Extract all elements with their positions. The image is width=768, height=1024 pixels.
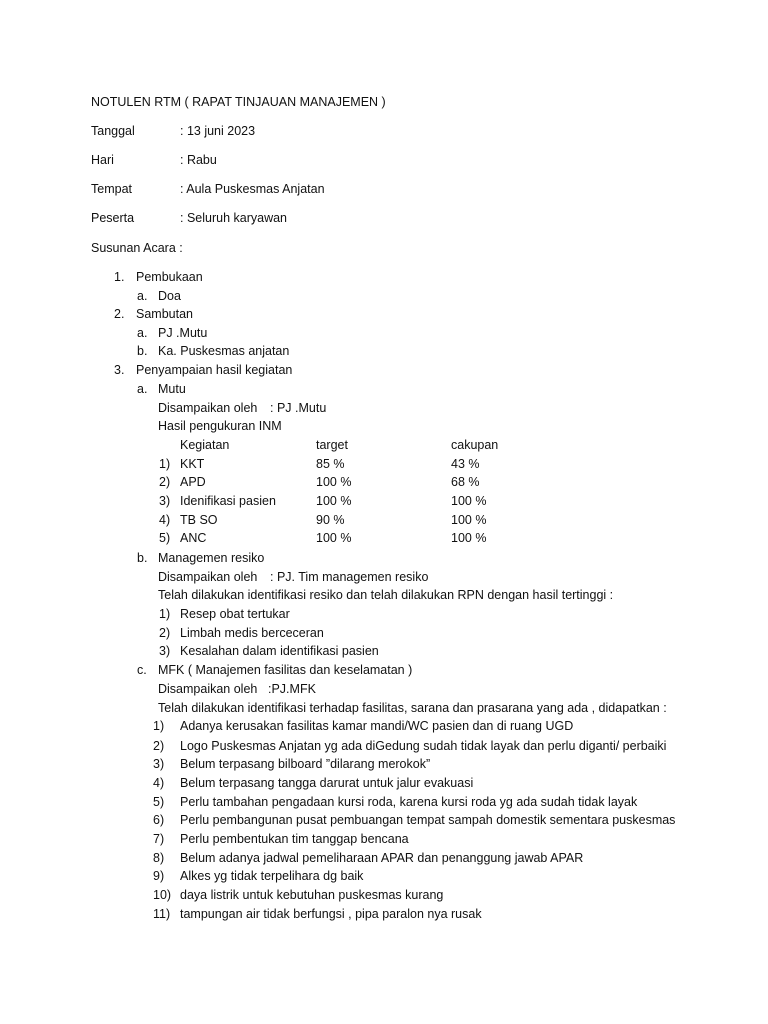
list-number: 5) — [153, 795, 165, 809]
cell-target: 100 % — [316, 531, 352, 545]
meta-value-hari: : Rabu — [180, 153, 217, 167]
row-number: 2) — [159, 475, 171, 489]
cell-target: 90 % — [316, 513, 345, 527]
presenter-value: : PJ. Tim managemen resiko — [270, 570, 429, 584]
list-item: Belum terpasang bilboard ”dilarang merokok” — [180, 757, 431, 771]
meta-label-tempat: Tempat — [91, 182, 132, 196]
agenda-number: 2. — [114, 307, 125, 321]
sub-marker: b. — [137, 344, 148, 358]
resiko-intro: Telah dilakukan identifikasi resiko dan telah dilakukan RPN dengan hasil tertinggi : — [158, 588, 614, 602]
list-item: tampungan air tidak berfungsi , pipa paralon nya rusak — [180, 907, 482, 921]
section-mfk-title: MFK ( Manajemen fasilitas dan keselamatan ) — [158, 663, 413, 677]
agenda-item-sambutan: Sambutan — [136, 307, 193, 321]
agenda-item-penyampaian: Penyampaian hasil kegiatan — [136, 363, 293, 377]
list-number: 4) — [153, 776, 165, 790]
agenda-number: 3. — [114, 363, 125, 377]
list-item: Perlu pembangunan pusat pembuangan tempat sampah domestik sementara puskesmas — [180, 813, 676, 827]
cell-target: 100 % — [316, 475, 352, 489]
cell-cakupan: 100 % — [451, 494, 487, 508]
list-item: Perlu pembentukan tim tanggap bencana — [180, 832, 409, 846]
row-number: 4) — [159, 513, 171, 527]
presenter-value: :PJ.MFK — [268, 682, 316, 696]
presenter-label: Disampaikan oleh — [158, 682, 258, 696]
cell-cakupan: 100 % — [451, 531, 487, 545]
list-number: 2) — [159, 626, 171, 640]
list-number: 9) — [153, 869, 165, 883]
row-number: 3) — [159, 494, 171, 508]
list-number: 1) — [153, 719, 165, 733]
cell-cakupan: 68 % — [451, 475, 480, 489]
cell-target: 85 % — [316, 457, 345, 471]
cell-kegiatan: ANC — [180, 531, 207, 545]
list-item: Perlu tambahan pengadaan kursi roda, karena kursi roda yg ada sudah tidak layak — [180, 795, 638, 809]
list-number: 6) — [153, 813, 165, 827]
list-number: 3) — [153, 757, 165, 771]
inm-heading: Hasil pengukuran INM — [158, 419, 282, 433]
list-number: 7) — [153, 832, 165, 846]
cell-kegiatan: KKT — [180, 457, 205, 471]
list-number: 3) — [159, 644, 171, 658]
cell-kegiatan: APD — [180, 475, 206, 489]
meta-label-peserta: Peserta — [91, 211, 135, 225]
row-number: 5) — [159, 531, 171, 545]
list-number: 10) — [153, 888, 172, 902]
list-item: Belum adanya jadwal pemeliharaan APAR dan penanggung jawab APAR — [180, 851, 584, 865]
cell-cakupan: 43 % — [451, 457, 480, 471]
table-header-kegiatan: Kegiatan — [180, 438, 230, 452]
agenda-number: 1. — [114, 270, 125, 284]
sub-item-ka-puskesmas: Ka. Puskesmas anjatan — [158, 344, 290, 358]
presenter-label: Disampaikan oleh — [158, 570, 258, 584]
cell-kegiatan: Idenifikasi pasien — [180, 494, 276, 508]
meta-label-hari: Hari — [91, 153, 114, 167]
list-number: 2) — [153, 739, 165, 753]
list-item: Limbah medis berceceran — [180, 626, 324, 640]
mfk-intro: Telah dilakukan identifikasi terhadap fasilitas, sarana dan prasarana yang ada , didapatkan : — [158, 701, 667, 715]
sub-marker: b. — [137, 551, 148, 565]
presenter-value: : PJ .Mutu — [270, 401, 327, 415]
list-item: daya listrik untuk kebutuhan puskesmas kurang — [180, 888, 444, 902]
sub-item-doa: Doa — [158, 289, 181, 303]
cell-kegiatan: TB SO — [180, 513, 218, 527]
list-number: 1) — [159, 607, 171, 621]
meta-value-tanggal: : 13 juni 2023 — [180, 124, 256, 138]
presenter-label: Disampaikan oleh — [158, 401, 258, 415]
sub-marker: a. — [137, 382, 148, 396]
list-item: Belum terpasang tangga darurat untuk jalur evakuasi — [180, 776, 474, 790]
row-number: 1) — [159, 457, 171, 471]
cell-cakupan: 100 % — [451, 513, 487, 527]
table-header-cakupan: cakupan — [451, 438, 499, 452]
document-title: NOTULEN RTM ( RAPAT TINJAUAN MANAJEMEN ) — [91, 95, 386, 109]
section-mutu-title: Mutu — [158, 382, 186, 396]
sub-marker: c. — [137, 663, 147, 677]
list-item: Kesalahan dalam identifikasi pasien — [180, 644, 379, 658]
meta-value-peserta: : Seluruh karyawan — [180, 211, 288, 225]
cell-target: 100 % — [316, 494, 352, 508]
sub-marker: a. — [137, 326, 148, 340]
list-number: 11) — [153, 907, 171, 921]
list-number: 8) — [153, 851, 165, 865]
list-item: Adanya kerusakan fasilitas kamar mandi/WC pasien dan di ruang UGD — [180, 719, 574, 733]
table-header-target: target — [316, 438, 348, 452]
sub-marker: a. — [137, 289, 148, 303]
list-item: Resep obat tertukar — [180, 607, 290, 621]
meta-label-tanggal: Tanggal — [91, 124, 135, 138]
list-item: Logo Puskesmas Anjatan yg ada diGedung sudah tidak layak dan perlu diganti/ perbaiki — [180, 739, 667, 753]
list-item: Alkes yg tidak terpelihara dg baik — [180, 869, 364, 883]
agenda-heading: Susunan Acara : — [91, 241, 183, 255]
agenda-item-pembukaan: Pembukaan — [136, 270, 203, 284]
sub-item-pj-mutu: PJ .Mutu — [158, 326, 208, 340]
meta-value-tempat: : Aula Puskesmas Anjatan — [180, 182, 325, 196]
section-resiko-title: Managemen resiko — [158, 551, 265, 565]
